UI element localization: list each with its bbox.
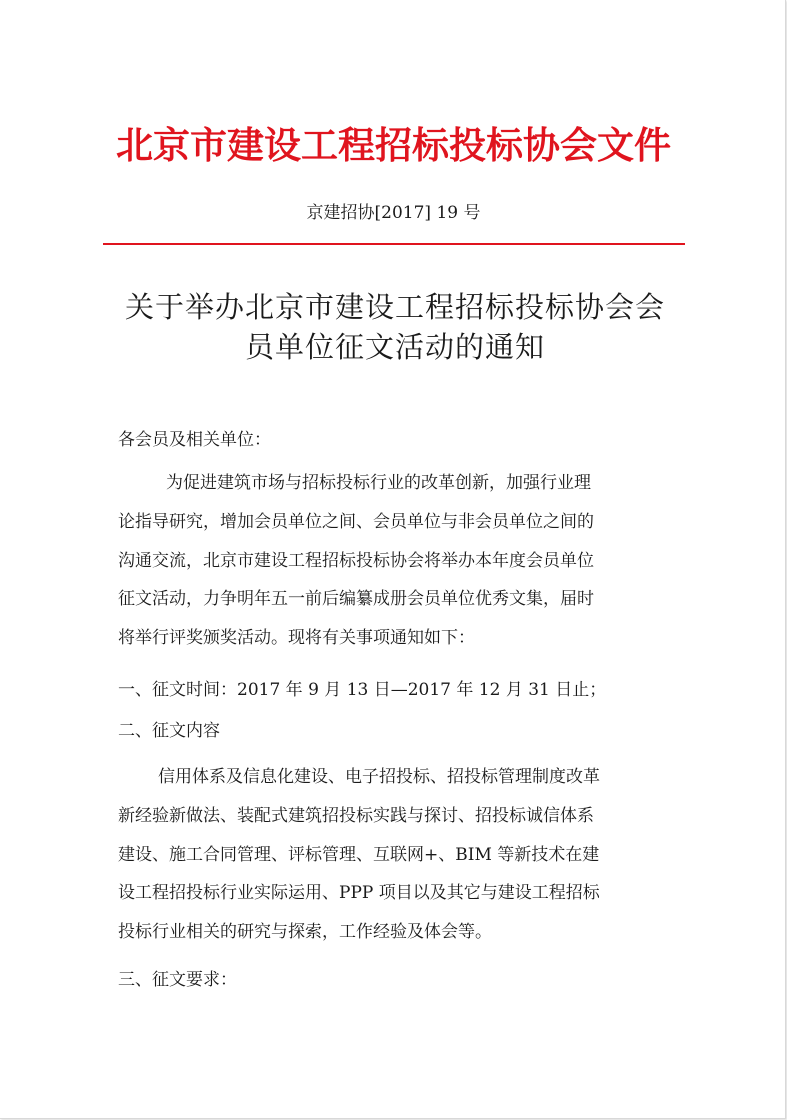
salutation: 各会员及相关单位： [118, 430, 271, 450]
paragraph-intro-line: 征文活动，力争明年五一前后编纂成册会员单位优秀文集，届时 [118, 589, 594, 610]
paragraph-intro-line: 论指导研究，增加会员单位之间、会员单位与非会员单位之间的 [118, 511, 594, 532]
document-header-title: 北京市建设工程招标投标协会文件 [116, 124, 671, 167]
document-number: 京建招协[2017] 19 号 [306, 203, 481, 223]
header-divider [103, 243, 685, 245]
paragraph-content-line: 新经验新做法、装配式建筑招投标实践与探讨、招投标诚信体系 [118, 805, 594, 826]
paragraph-intro-line: 为促进建筑市场与招标投标行业的改革创新，加强行业理 [166, 473, 591, 493]
paragraph-intro [118, 464, 678, 658]
paragraph-content-line: 投标行业相关的研究与探索，工作经验及体会等。 [118, 922, 492, 943]
paragraph-content-line: 建设、施工合同管理、评标管理、互联网+、BIM 等新技术在建 [118, 844, 600, 865]
paragraph-content-line: 设工程招投标行业实际运用、PPP 项目以及其它与建设工程招标 [118, 883, 600, 904]
paragraph-intro-line: 将举行评奖颁奖活动。现将有关事项通知如下： [118, 628, 475, 649]
section-3-heading: 三、征文要求： [118, 970, 237, 990]
section-1-heading: 一、征文时间：2017 年 9 月 13 日—2017 年 12 月 31 日止； [118, 680, 607, 700]
section-2-heading: 二、征文内容 [118, 721, 220, 741]
paragraph-content [118, 758, 678, 952]
notice-title [110, 287, 680, 367]
notice-title-line-1: 关于举办北京市建设工程招标投标协会会 [124, 290, 665, 324]
paragraph-intro-line: 沟通交流，北京市建设工程招标投标协会将举办本年度会员单位 [118, 550, 594, 571]
paragraph-content-line: 信用体系及信息化建设、电子招投标、招投标管理制度改革 [158, 767, 600, 787]
notice-title-line-2: 员单位征文活动的通知 [244, 330, 545, 364]
